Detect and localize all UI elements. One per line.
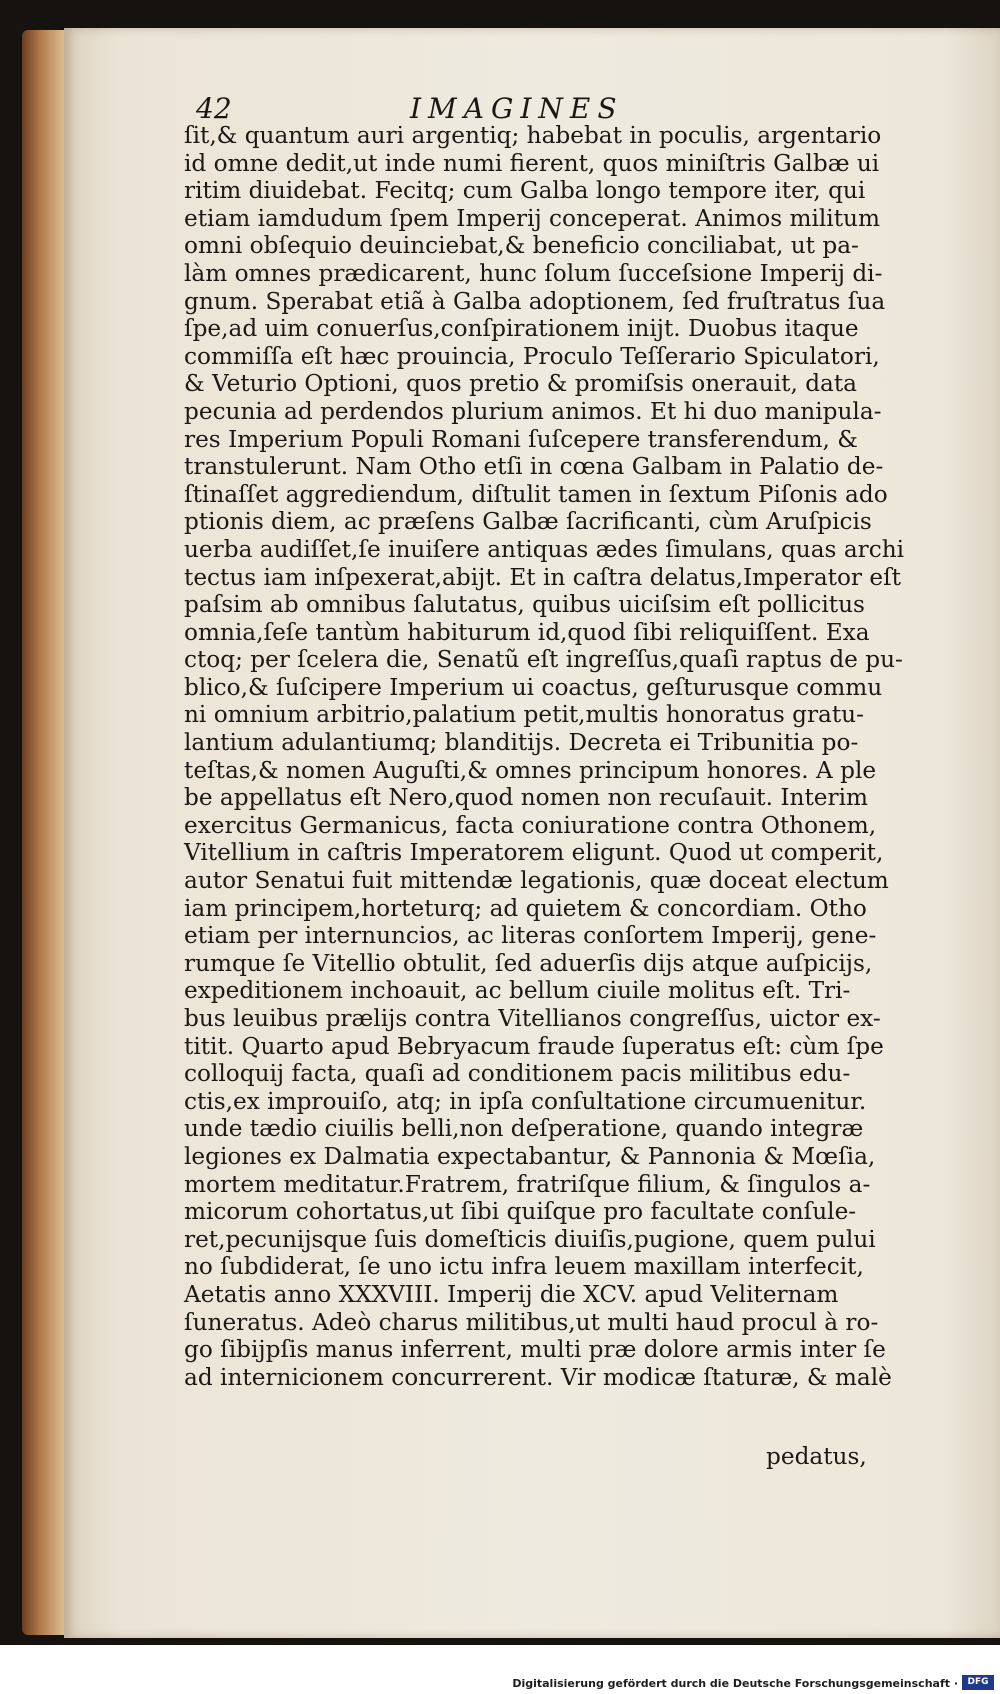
text-line: ſit,& quantum auri argentiq; habebat in poculis, argentario <box>184 122 882 149</box>
dfg-logo: DFG <box>962 1675 994 1690</box>
text-line: paſsim ab omnibus ſalutatus, quibus uiciſsim eſt pollicitus <box>184 591 865 619</box>
running-head <box>196 92 716 126</box>
text-line: & Veturio Optioni, quos pretio & promiſsis onerauit, data <box>184 370 858 398</box>
text-line: etiam per internuncios, ac literas conſortem Imperij, gene- <box>184 922 877 950</box>
text-line: omnia,ſeſe tantùm habiturum id,quod ſibi reliquiſſent. Exa <box>184 618 870 646</box>
page-number: 42 <box>196 92 232 125</box>
text-line: omni obſequio deuinciebat,& beneficio conciliabat, ut pa- <box>184 232 859 260</box>
text-line: lantium adulantiumq; blanditijs. Decreta ei Tribunitia po- <box>184 729 859 757</box>
text-line: ſpe,ad uim conuerſus,conſpirationem inijt. Duobus itaque <box>184 315 859 343</box>
text-line: ritim diuidebat. Fecitq; cum Galba longo tempore iter, qui <box>184 177 866 205</box>
text-line: colloquij facta, quaſi ad conditionem pacis militibus edu- <box>184 1060 851 1088</box>
text-line: mortem meditatur.Fratrem, fratriſque filium, & ſingulos a- <box>184 1170 871 1198</box>
footer-credit: Digitalisierung gefördert durch die Deutsche Forschungsgemeinschaft · <box>512 1677 958 1690</box>
text-line: tectus iam inſpexerat,abijt. Et in caſtra delatus,Imperator eſt <box>184 563 902 591</box>
text-line: rumque ſe Vitellio obtulit, ſed aduerſis dijs atque auſpicijs, <box>184 949 873 977</box>
text-line: bus leuibus prælijs contra Vitellianos congreſſus, uictor ex- <box>184 1005 881 1032</box>
text-line: be appellatus eſt Nero,quod nomen non recuſauit. Interim <box>184 784 868 812</box>
text-line: legiones ex Dalmatia expectabantur, & Pannonia & Mœſia, <box>184 1142 876 1170</box>
text-line: no ſubdiderat, ſe uno ictu infra leuem maxillam interfecit, <box>184 1253 864 1281</box>
text-line: res Imperium Populi Romani ſuſcepere transferendum, & <box>184 425 858 453</box>
text-line: ctoq; per ſcelera die, Senatũ eſt ingreſſus,quaſi raptus de pu- <box>184 646 903 674</box>
text-line: Aetatis anno XXXVIII. Imperij die XCV. apud Veliternam <box>184 1280 839 1308</box>
footer-bar <box>0 1645 1000 1694</box>
text-line: pecunia ad perdendos plurium animos. Et hi duo manipula- <box>184 397 882 425</box>
text-line: ſuneratus. Adeò charus militibus,ut multi haud procul à ro- <box>184 1308 879 1336</box>
text-line: unde tædio ciuilis belli,non deſperatione, quando integræ <box>184 1115 864 1143</box>
text-line: go ſibijpſis manus inferrent, multi præ dolore armis inter ſe <box>184 1336 886 1364</box>
catchword: pedatus, <box>766 1443 867 1470</box>
text-line: ſtinaſſet aggrediendum, diſtulit tamen in ſextum Piſonis ado <box>184 480 888 508</box>
text-line: etiam iamdudum ſpem Imperij conceperat. Animos militum <box>184 204 880 232</box>
text-line: ctis,ex improuiſo, atq; in ipſa conſultatione circumuenitur. <box>184 1087 867 1115</box>
text-line: ni omnium arbitrio,palatium petit,multis honoratus gratu- <box>184 701 864 729</box>
text-line: autor Senatui fuit mittendæ legationis, quæ doceat electum <box>184 867 889 895</box>
text-line: làm omnes prædicarent, hunc ſolum ſucceſsione Imperij di- <box>184 259 883 287</box>
text-line: gnum. Sperabat etiã à Galba adoptionem, ſed fruſtratus ſua <box>184 287 886 315</box>
text-line: ret,pecunijsque ſuis domeſticis diuiſis,pugione, quem pului <box>184 1225 876 1253</box>
header-title: IMAGINES <box>410 92 624 125</box>
text-line: transtulerunt. Nam Otho etſi in cœna Galbam in Palatio de- <box>184 453 884 481</box>
text-line: exercitus Germanicus, facta coniuratione contra Othonem, <box>184 811 877 839</box>
text-line: expeditionem inchoauit, ac bellum ciuile molitus eſt. Tri- <box>184 977 851 1005</box>
text-line: teſtas,& nomen Auguſti,& omnes principum honores. A ple <box>184 756 877 784</box>
text-line: titit. Quarto apud Bebryacum fraude ſuperatus eſt: cùm ſpe <box>184 1032 884 1060</box>
text-line: commiſſa eſt hæc prouincia, Proculo Teſſerario Spiculatori, <box>184 342 880 370</box>
text-line: ad internicionem concurrerent. Vir modicæ ſtaturæ, & malè <box>184 1363 892 1391</box>
text-line: iam principem,horteturq; ad quietem & concordiam. Otho <box>184 894 867 922</box>
text-line: ptionis diem, ac præſens Galbæ ſacrificanti, cùm Aruſpicis <box>184 508 872 536</box>
text-line: blico,& ſuſcipere Imperium ui coactus, geſturusque commu <box>184 673 883 701</box>
text-line: micorum cohortatus,ut ſibi quiſque pro facultate conſule- <box>184 1198 857 1226</box>
text-line: Vitellium in caſtris Imperatorem eligunt. Quod ut comperit, <box>184 839 884 867</box>
text-line: uerba audiſſet,ſe inuiſere antiquas ædes ſimulans, quas archi <box>184 535 905 563</box>
body-text <box>184 122 905 1391</box>
text-line: id omne dedit,ut inde numi fierent, quos miniſtris Galbæ ui <box>184 149 880 177</box>
